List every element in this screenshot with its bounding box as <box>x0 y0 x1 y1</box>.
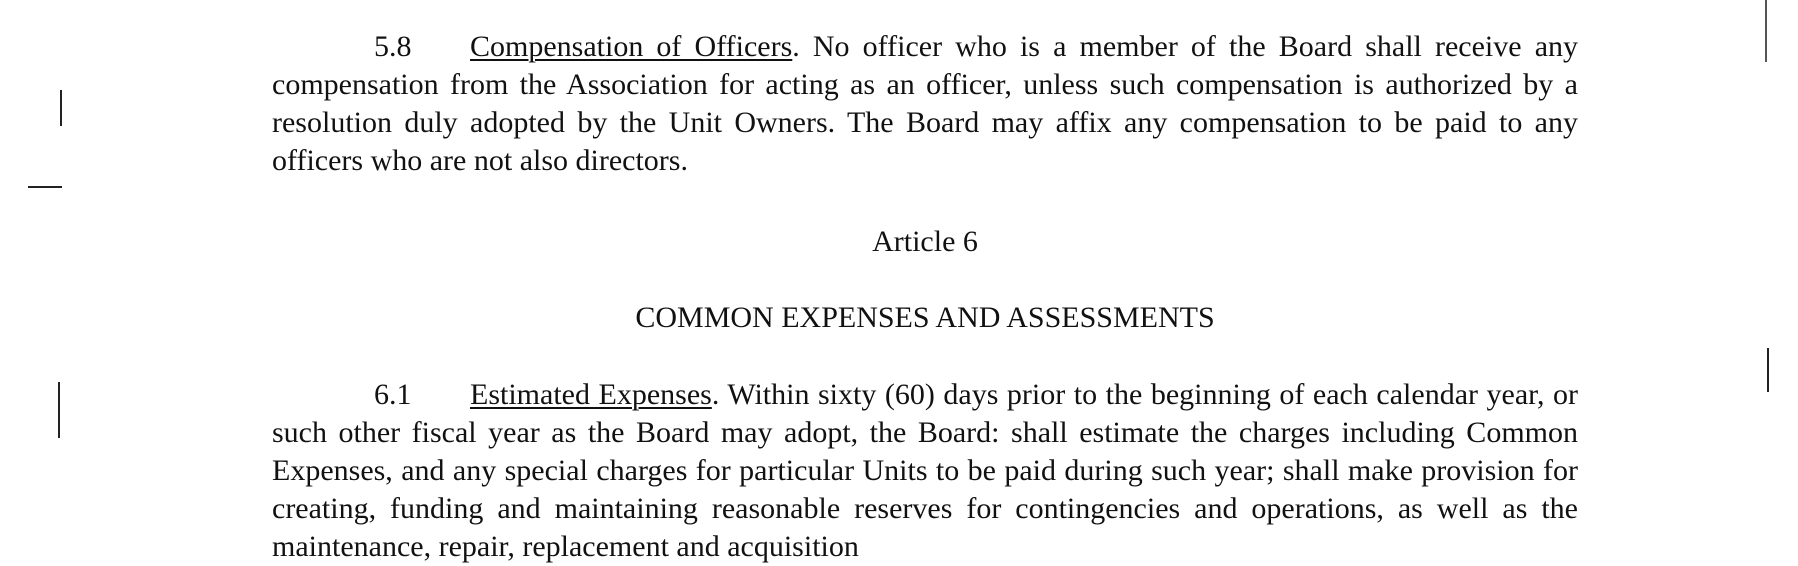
margin-change-bar <box>60 90 62 126</box>
section-number: 6.1 <box>374 378 412 411</box>
section-heading: Compensation of Officers <box>470 30 793 63</box>
section-body: . No officer who is a member of the Board shall receive any compensation from the Association for acting as an officer, unless such compensation is authorized by a resolution duly adopted by the Unit Owners. The Board may affix any compensation to be paid to any officers who are not also directors. <box>272 30 1579 177</box>
section-body: . Within sixty (60) days prior to the beginning of each calendar year, or such other fiscal year as the Board may adopt, the Board: shall estimate the charges including Common Expenses, and any special charges for particular Units to be paid during such year; shall make provision for creating, funding and maintaining reasonable reserves for contingencies and operations, as well as the maintenance, repair, replacement and acquisition <box>272 378 1578 563</box>
article-subtitle: COMMON EXPENSES AND ASSESSMENTS <box>635 301 1215 334</box>
right-margin-mark <box>1767 348 1769 392</box>
section-5-8-paragraph <box>272 28 1578 180</box>
margin-change-bar <box>58 382 60 438</box>
section-number: 5.8 <box>374 30 412 63</box>
section-6-1-paragraph <box>272 376 1578 566</box>
article-title: Article 6 <box>872 225 978 258</box>
section-heading: Estimated Expenses <box>470 378 712 411</box>
margin-dash <box>28 186 62 188</box>
right-margin-mark <box>1765 0 1767 62</box>
